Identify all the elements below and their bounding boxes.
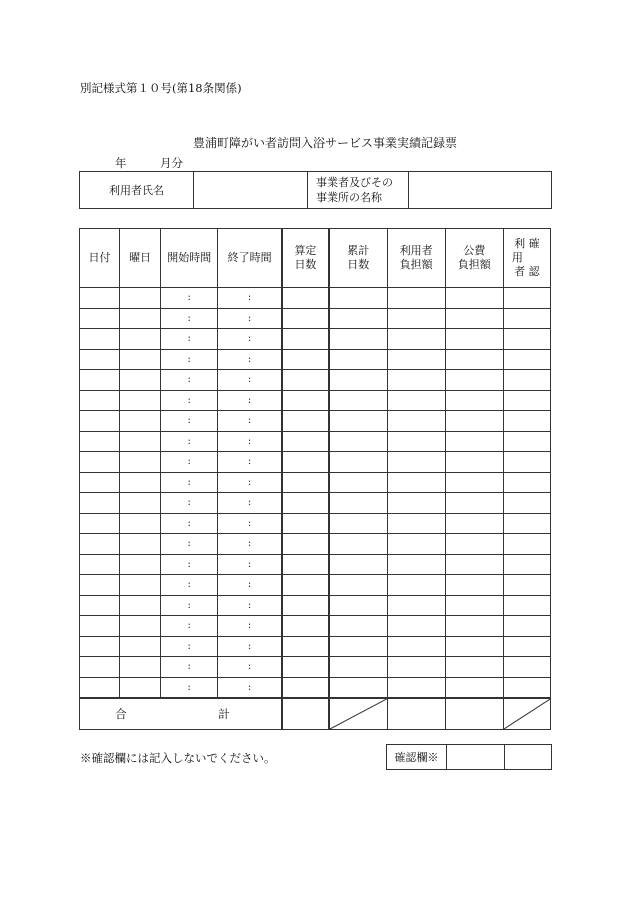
table-row bbox=[80, 513, 551, 534]
date-cell[interactable] bbox=[80, 493, 120, 514]
total-user-burden[interactable] bbox=[387, 698, 445, 730]
weekday-cell[interactable] bbox=[120, 370, 161, 391]
calc-days-cell[interactable] bbox=[282, 452, 329, 473]
public-burden-cell[interactable] bbox=[445, 472, 503, 493]
date-cell[interactable] bbox=[80, 452, 120, 473]
confirm-cell[interactable] bbox=[503, 370, 550, 391]
header-public-burden bbox=[445, 229, 503, 288]
user-burden-cell[interactable] bbox=[387, 390, 445, 411]
confirm-cell[interactable] bbox=[503, 329, 550, 350]
total-label bbox=[80, 698, 282, 730]
calc-days-cell[interactable] bbox=[282, 534, 329, 555]
info-table bbox=[79, 171, 552, 209]
user-burden-cell[interactable] bbox=[387, 616, 445, 637]
table-row bbox=[80, 657, 551, 678]
end-time-cell[interactable]: : bbox=[218, 329, 282, 350]
start-time-cell[interactable]: : bbox=[161, 452, 218, 473]
start-time-cell[interactable]: : bbox=[161, 431, 218, 452]
provider-label bbox=[308, 172, 409, 209]
start-time-cell[interactable]: : bbox=[161, 677, 218, 698]
table-row bbox=[80, 472, 551, 493]
user-burden-cell[interactable] bbox=[387, 513, 445, 534]
header-confirm-line1: 利 確 bbox=[514, 237, 540, 250]
calc-days-cell[interactable] bbox=[282, 616, 329, 637]
public-burden-cell[interactable] bbox=[445, 370, 503, 391]
public-burden-cell[interactable] bbox=[445, 554, 503, 575]
end-time-cell[interactable]: : bbox=[218, 677, 282, 698]
total-calc-days[interactable] bbox=[282, 698, 329, 730]
confirm-cell[interactable] bbox=[503, 677, 550, 698]
total-label-left: 合 bbox=[115, 707, 127, 721]
cumulative-days-cell[interactable] bbox=[329, 493, 387, 514]
start-time-cell[interactable]: : bbox=[161, 616, 218, 637]
date-cell[interactable] bbox=[80, 431, 120, 452]
user-name-label: 利用者氏名 bbox=[80, 172, 194, 209]
confirm-cell[interactable] bbox=[503, 411, 550, 432]
weekday-cell[interactable] bbox=[120, 431, 161, 452]
date-cell[interactable] bbox=[80, 534, 120, 555]
end-time-cell[interactable]: : bbox=[218, 636, 282, 657]
public-burden-cell[interactable] bbox=[445, 349, 503, 370]
end-time-cell[interactable]: : bbox=[218, 472, 282, 493]
end-time-cell[interactable]: : bbox=[218, 411, 282, 432]
header-public-burden-line2: 負担額 bbox=[457, 258, 491, 271]
table-row bbox=[80, 636, 551, 657]
table-row bbox=[80, 288, 551, 309]
weekday-cell[interactable] bbox=[120, 452, 161, 473]
weekday-cell[interactable] bbox=[120, 657, 161, 678]
cumulative-days-cell[interactable] bbox=[329, 472, 387, 493]
user-burden-cell[interactable] bbox=[387, 657, 445, 678]
cumulative-days-cell[interactable] bbox=[329, 534, 387, 555]
header-user-burden bbox=[387, 229, 445, 288]
user-burden-cell[interactable] bbox=[387, 677, 445, 698]
cumulative-days-cell[interactable] bbox=[329, 636, 387, 657]
weekday-cell[interactable] bbox=[120, 349, 161, 370]
start-time-cell[interactable]: : bbox=[161, 534, 218, 555]
cumulative-days-cell[interactable] bbox=[329, 575, 387, 596]
date-cell[interactable] bbox=[80, 370, 120, 391]
cumulative-days-cell[interactable] bbox=[329, 288, 387, 309]
cumulative-days-cell[interactable] bbox=[329, 329, 387, 350]
cumulative-days-cell[interactable] bbox=[329, 677, 387, 698]
weekday-cell[interactable] bbox=[120, 493, 161, 514]
header-confirm-line3: 者 認 bbox=[514, 265, 540, 278]
calc-days-cell[interactable] bbox=[282, 636, 329, 657]
confirm-cell[interactable] bbox=[503, 452, 550, 473]
table-row bbox=[80, 308, 551, 329]
table-row bbox=[80, 431, 551, 452]
date-cell[interactable] bbox=[80, 329, 120, 350]
cumulative-days-cell[interactable] bbox=[329, 554, 387, 575]
total-cumulative-days-slashed bbox=[329, 698, 387, 730]
cumulative-days-cell[interactable] bbox=[329, 370, 387, 391]
public-burden-cell[interactable] bbox=[445, 534, 503, 555]
weekday-cell[interactable] bbox=[120, 513, 161, 534]
start-time-cell[interactable]: : bbox=[161, 472, 218, 493]
date-cell[interactable] bbox=[80, 657, 120, 678]
table-row bbox=[80, 575, 551, 596]
calc-days-cell[interactable] bbox=[282, 472, 329, 493]
weekday-cell[interactable] bbox=[120, 308, 161, 329]
header-user-burden-line1: 利用者 bbox=[399, 244, 433, 257]
public-burden-cell[interactable] bbox=[445, 677, 503, 698]
calc-days-cell[interactable] bbox=[282, 329, 329, 350]
date-cell[interactable] bbox=[80, 308, 120, 329]
weekday-cell[interactable] bbox=[120, 329, 161, 350]
user-name-field[interactable] bbox=[194, 172, 308, 209]
table-row bbox=[80, 534, 551, 555]
table-row bbox=[80, 390, 551, 411]
month-label: 月分 bbox=[160, 156, 183, 170]
page-title: 豊浦町障がい者訪問入浴サービス事業実績記録票 bbox=[192, 136, 457, 150]
year-label: 年 bbox=[115, 156, 127, 170]
user-burden-cell[interactable] bbox=[387, 349, 445, 370]
start-time-cell[interactable]: : bbox=[161, 329, 218, 350]
calc-days-cell[interactable] bbox=[282, 308, 329, 329]
user-burden-cell[interactable] bbox=[387, 329, 445, 350]
header-end-time: 終了時間 bbox=[218, 229, 282, 288]
end-time-cell[interactable]: : bbox=[218, 595, 282, 616]
end-time-cell[interactable]: : bbox=[218, 513, 282, 534]
date-cell[interactable] bbox=[80, 349, 120, 370]
header-cumulative-days bbox=[329, 229, 387, 288]
check-box-table bbox=[386, 744, 552, 770]
weekday-cell[interactable] bbox=[120, 636, 161, 657]
start-time-cell[interactable]: : bbox=[161, 411, 218, 432]
weekday-cell[interactable] bbox=[120, 390, 161, 411]
header-date: 日付 bbox=[80, 229, 120, 288]
end-time-cell[interactable]: : bbox=[218, 575, 282, 596]
start-time-cell[interactable]: : bbox=[161, 493, 218, 514]
cumulative-days-cell[interactable] bbox=[329, 657, 387, 678]
calc-days-cell[interactable] bbox=[282, 493, 329, 514]
weekday-cell[interactable] bbox=[120, 534, 161, 555]
user-burden-cell[interactable] bbox=[387, 308, 445, 329]
start-time-cell[interactable]: : bbox=[161, 370, 218, 391]
confirm-cell[interactable] bbox=[503, 288, 550, 309]
calc-days-cell[interactable] bbox=[282, 513, 329, 534]
cumulative-days-cell[interactable] bbox=[329, 513, 387, 534]
weekday-cell[interactable] bbox=[120, 411, 161, 432]
end-time-cell[interactable]: : bbox=[218, 616, 282, 637]
date-cell[interactable] bbox=[80, 575, 120, 596]
header-user-confirmation bbox=[503, 229, 550, 288]
cumulative-days-cell[interactable] bbox=[329, 616, 387, 637]
calc-days-cell[interactable] bbox=[282, 349, 329, 370]
confirm-cell[interactable] bbox=[503, 595, 550, 616]
cumulative-days-cell[interactable] bbox=[329, 308, 387, 329]
total-confirm-slashed bbox=[503, 698, 550, 730]
total-label-right: 計 bbox=[218, 707, 230, 721]
end-time-cell[interactable]: : bbox=[218, 370, 282, 391]
user-burden-cell[interactable] bbox=[387, 595, 445, 616]
provider-label-line1: 事業者及びその bbox=[316, 176, 393, 189]
confirm-cell[interactable] bbox=[503, 431, 550, 452]
date-cell[interactable] bbox=[80, 288, 120, 309]
check-label: 確認欄※ bbox=[387, 745, 447, 770]
user-burden-cell[interactable] bbox=[387, 534, 445, 555]
confirm-cell[interactable] bbox=[503, 575, 550, 596]
public-burden-cell[interactable] bbox=[445, 308, 503, 329]
end-time-cell[interactable]: : bbox=[218, 534, 282, 555]
public-burden-cell[interactable] bbox=[445, 575, 503, 596]
confirm-cell[interactable] bbox=[503, 513, 550, 534]
start-time-cell[interactable]: : bbox=[161, 636, 218, 657]
calc-days-cell[interactable] bbox=[282, 370, 329, 391]
header-start-time: 開始時間 bbox=[161, 229, 218, 288]
confirm-cell[interactable] bbox=[503, 616, 550, 637]
public-burden-cell[interactable] bbox=[445, 493, 503, 514]
table-row bbox=[80, 616, 551, 637]
header-calc-days-line1: 算定 bbox=[294, 244, 317, 257]
public-burden-cell[interactable] bbox=[445, 513, 503, 534]
public-burden-cell[interactable] bbox=[445, 390, 503, 411]
cumulative-days-cell[interactable] bbox=[329, 431, 387, 452]
end-time-cell[interactable]: : bbox=[218, 452, 282, 473]
end-time-cell[interactable]: : bbox=[218, 431, 282, 452]
header-cum-days-line2: 日数 bbox=[347, 258, 370, 271]
header-confirm-line2: 用 bbox=[511, 251, 523, 264]
start-time-cell[interactable]: : bbox=[161, 349, 218, 370]
total-row bbox=[80, 698, 551, 730]
slash-mark bbox=[330, 699, 387, 729]
header-public-burden-line1: 公費 bbox=[463, 244, 486, 257]
provider-name-field[interactable] bbox=[409, 172, 552, 209]
user-burden-cell[interactable] bbox=[387, 493, 445, 514]
confirm-cell[interactable] bbox=[503, 349, 550, 370]
public-burden-cell[interactable] bbox=[445, 616, 503, 637]
cumulative-days-cell[interactable] bbox=[329, 595, 387, 616]
start-time-cell[interactable]: : bbox=[161, 657, 218, 678]
start-time-cell[interactable]: : bbox=[161, 595, 218, 616]
calc-days-cell[interactable] bbox=[282, 657, 329, 678]
confirm-cell[interactable] bbox=[503, 493, 550, 514]
record-table bbox=[79, 228, 551, 730]
start-time-cell[interactable]: : bbox=[161, 390, 218, 411]
confirm-cell[interactable] bbox=[503, 390, 550, 411]
table-row bbox=[80, 452, 551, 473]
weekday-cell[interactable] bbox=[120, 616, 161, 637]
start-time-cell[interactable]: : bbox=[161, 575, 218, 596]
table-row bbox=[80, 493, 551, 514]
end-time-cell[interactable]: : bbox=[218, 493, 282, 514]
confirmation-note: ※確認欄には記入しないでください。 bbox=[80, 751, 276, 765]
user-burden-cell[interactable] bbox=[387, 370, 445, 391]
cumulative-days-cell[interactable] bbox=[329, 390, 387, 411]
calc-days-cell[interactable] bbox=[282, 431, 329, 452]
confirm-cell[interactable] bbox=[503, 657, 550, 678]
date-cell[interactable] bbox=[80, 595, 120, 616]
header-cum-days-line1: 累計 bbox=[347, 244, 370, 257]
calc-days-cell[interactable] bbox=[282, 575, 329, 596]
table-row bbox=[80, 329, 551, 350]
user-burden-cell[interactable] bbox=[387, 636, 445, 657]
user-burden-cell[interactable] bbox=[387, 554, 445, 575]
date-cell[interactable] bbox=[80, 411, 120, 432]
end-time-cell[interactable]: : bbox=[218, 554, 282, 575]
user-burden-cell[interactable] bbox=[387, 288, 445, 309]
end-time-cell[interactable]: : bbox=[218, 349, 282, 370]
header-row bbox=[80, 229, 551, 288]
cumulative-days-cell[interactable] bbox=[329, 452, 387, 473]
public-burden-cell[interactable] bbox=[445, 595, 503, 616]
date-cell[interactable] bbox=[80, 513, 120, 534]
confirm-cell[interactable] bbox=[503, 554, 550, 575]
user-burden-cell[interactable] bbox=[387, 575, 445, 596]
public-burden-cell[interactable] bbox=[445, 657, 503, 678]
calc-days-cell[interactable] bbox=[282, 595, 329, 616]
date-cell[interactable] bbox=[80, 616, 120, 637]
start-time-cell[interactable]: : bbox=[161, 513, 218, 534]
weekday-cell[interactable] bbox=[120, 472, 161, 493]
date-cell[interactable] bbox=[80, 390, 120, 411]
table-row bbox=[80, 554, 551, 575]
weekday-cell[interactable] bbox=[120, 554, 161, 575]
header-calc-days-line2: 日数 bbox=[294, 258, 317, 271]
end-time-cell[interactable]: : bbox=[218, 308, 282, 329]
user-burden-cell[interactable] bbox=[387, 411, 445, 432]
form-number-label: 別記様式第１０号(第18条関係) bbox=[80, 81, 242, 95]
weekday-cell[interactable] bbox=[120, 677, 161, 698]
date-cell[interactable] bbox=[80, 636, 120, 657]
weekday-cell[interactable] bbox=[120, 288, 161, 309]
public-burden-cell[interactable] bbox=[445, 452, 503, 473]
date-cell[interactable] bbox=[80, 677, 120, 698]
table-row bbox=[80, 411, 551, 432]
date-cell[interactable] bbox=[80, 554, 120, 575]
table-row bbox=[80, 370, 551, 391]
weekday-cell[interactable] bbox=[120, 595, 161, 616]
calc-days-cell[interactable] bbox=[282, 288, 329, 309]
calc-days-cell[interactable] bbox=[282, 677, 329, 698]
public-burden-cell[interactable] bbox=[445, 411, 503, 432]
end-time-cell[interactable]: : bbox=[218, 657, 282, 678]
weekday-cell[interactable] bbox=[120, 575, 161, 596]
end-time-cell[interactable]: : bbox=[218, 288, 282, 309]
table-row bbox=[80, 677, 551, 698]
header-weekday: 曜日 bbox=[120, 229, 161, 288]
cumulative-days-cell[interactable] bbox=[329, 411, 387, 432]
check-field-2[interactable] bbox=[505, 745, 552, 770]
calc-days-cell[interactable] bbox=[282, 390, 329, 411]
user-burden-cell[interactable] bbox=[387, 472, 445, 493]
table-row bbox=[80, 595, 551, 616]
confirm-cell[interactable] bbox=[503, 636, 550, 657]
slash-mark bbox=[504, 699, 550, 729]
header-calc-days bbox=[282, 229, 329, 288]
public-burden-cell[interactable] bbox=[445, 288, 503, 309]
public-burden-cell[interactable] bbox=[445, 636, 503, 657]
cumulative-days-cell[interactable] bbox=[329, 349, 387, 370]
user-burden-cell[interactable] bbox=[387, 431, 445, 452]
end-time-cell[interactable]: : bbox=[218, 390, 282, 411]
start-time-cell[interactable]: : bbox=[161, 554, 218, 575]
confirm-cell[interactable] bbox=[503, 308, 550, 329]
provider-label-line2: 事業所の名称 bbox=[316, 191, 382, 204]
total-public-burden[interactable] bbox=[445, 698, 503, 730]
header-user-burden-line2: 負担額 bbox=[399, 258, 433, 271]
public-burden-cell[interactable] bbox=[445, 329, 503, 350]
check-field-1[interactable] bbox=[447, 745, 505, 770]
start-time-cell[interactable]: : bbox=[161, 308, 218, 329]
start-time-cell[interactable]: : bbox=[161, 288, 218, 309]
table-row bbox=[80, 349, 551, 370]
date-cell[interactable] bbox=[80, 472, 120, 493]
user-burden-cell[interactable] bbox=[387, 452, 445, 473]
confirm-cell[interactable] bbox=[503, 472, 550, 493]
calc-days-cell[interactable] bbox=[282, 411, 329, 432]
calc-days-cell[interactable] bbox=[282, 554, 329, 575]
confirm-cell[interactable] bbox=[503, 534, 550, 555]
public-burden-cell[interactable] bbox=[445, 431, 503, 452]
